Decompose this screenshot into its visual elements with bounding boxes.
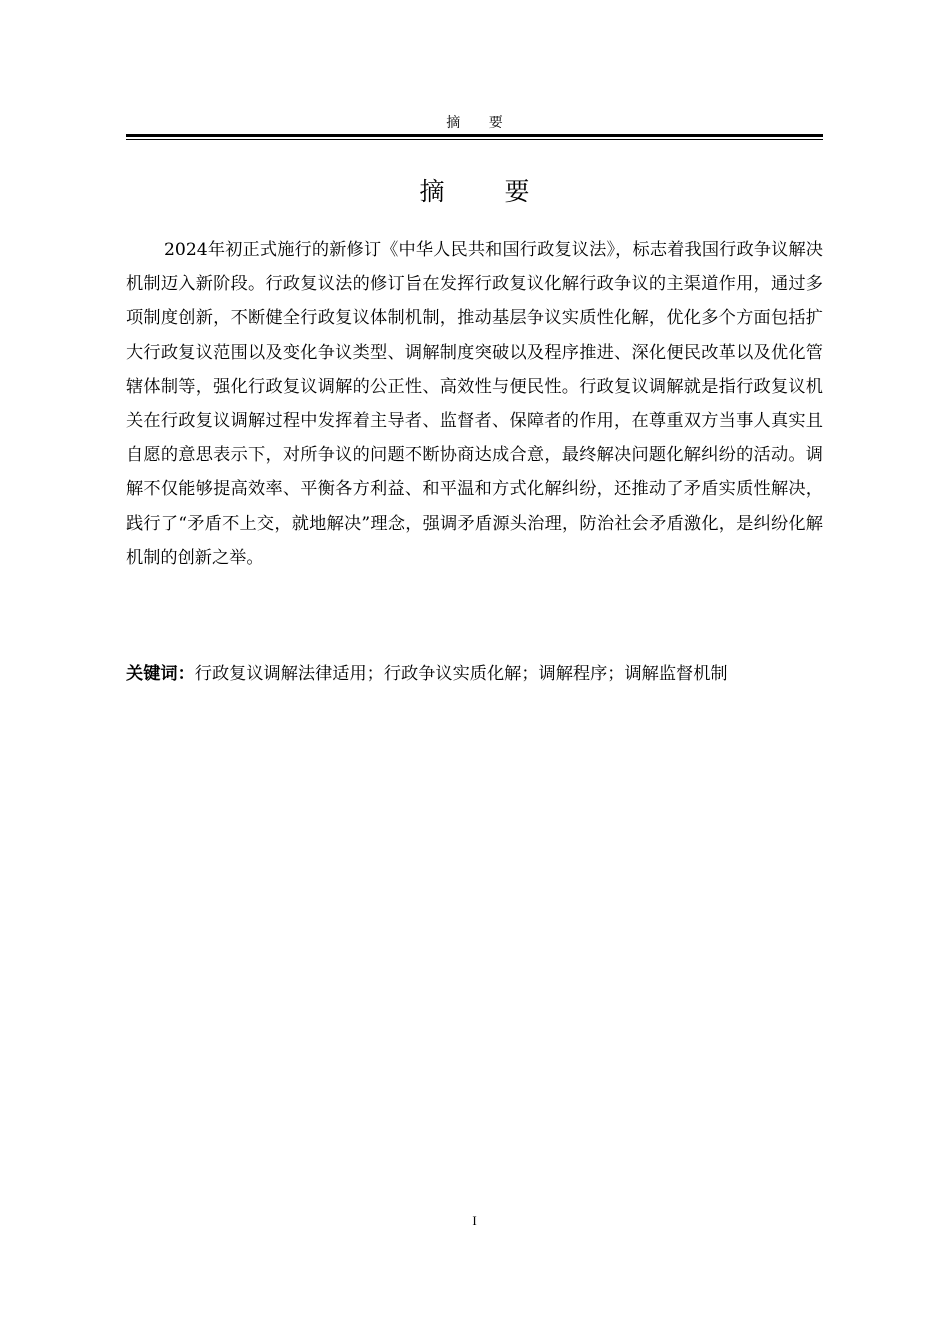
keywords-text: 行政复议调解法律适用；行政争议实质化解；调解程序；调解监督机制 bbox=[194, 664, 728, 684]
keywords-label: 关键词： bbox=[126, 664, 195, 684]
keywords-line bbox=[126, 659, 823, 689]
running-header-title: 摘 要 bbox=[446, 115, 515, 131]
abstract-paragraph: 2024年初正式施行的新修订《中华人民共和国行政复议法》，标志着我国行政争议解决机制迈入新阶段。行政复议法的修订旨在发挥行政复议化解行政争议的主渠道作用，通过多项制度创新，不断健全行政复议体制机制，推动基层争议实质性化解，优化多个方面包括扩大行政复议范围以及变化争议类型、调解制度突破以及程序推进、深化便民改革以及优化管辖体制等，强化行政复议调解的公正性、高效性与便民性。行政复议调解就是指行政复议机关在行政复议调解过程中发挥着主导者、监督者、保障者的作用，在尊重双方当事人真实且自愿的意思表示下，对所争议的问题不断协商达成合意，最终解决问题化解纠纷的活动。调解不仅能够提高效率、平衡各方利益、和平温和方式化解纠纷，还推动了矛盾实质性解决，践行了“矛盾不上交，就地解决”理念，强调矛盾源头治理，防治社会矛盾激化，是纠纷化解机制的创新之举。 bbox=[126, 240, 823, 568]
header-rule-thin bbox=[126, 139, 823, 140]
page-title: 摘 要 bbox=[419, 177, 556, 206]
page-number: I bbox=[472, 1213, 477, 1228]
header-rule-thick bbox=[126, 134, 823, 137]
